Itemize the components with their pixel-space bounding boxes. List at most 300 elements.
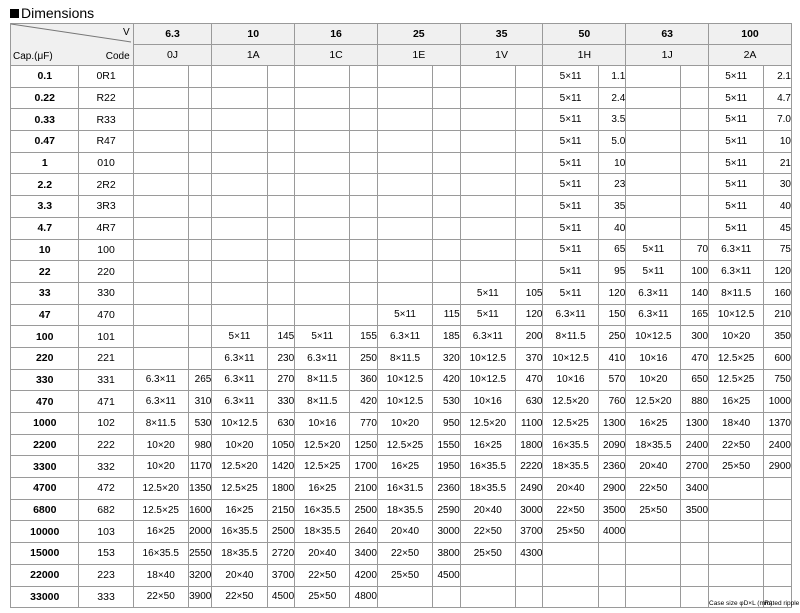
- ripple-cell: [350, 66, 378, 88]
- ripple-cell: [267, 304, 295, 326]
- ripple-cell: 75: [764, 239, 792, 261]
- case-size-cell: [460, 564, 515, 586]
- ripple-cell: [350, 261, 378, 283]
- ripple-cell: 1300: [598, 413, 626, 435]
- case-size-cell: 6.3×11: [626, 282, 681, 304]
- capacitance-cell: 15000: [11, 543, 79, 565]
- case-size-cell: [133, 282, 188, 304]
- ripple-cell: [681, 564, 709, 586]
- ripple-cell: 470: [515, 369, 543, 391]
- ripple-cell: 1800: [515, 434, 543, 456]
- case-size-cell: 5×11: [543, 109, 598, 131]
- ripple-cell: [681, 217, 709, 239]
- cap-code-cell: 682: [79, 499, 133, 521]
- ripple-cell: [515, 66, 543, 88]
- ripple-cell: 330: [267, 391, 295, 413]
- case-size-cell: 5×11: [709, 87, 764, 109]
- ripple-cell: 95: [598, 261, 626, 283]
- case-size-cell: 10×12.5: [709, 304, 764, 326]
- voltage-code: 1J: [626, 45, 709, 66]
- case-size-cell: [460, 131, 515, 153]
- case-size-cell: [295, 152, 350, 174]
- voltage-header: 10: [212, 24, 295, 45]
- ripple-cell: [267, 217, 295, 239]
- ripple-cell: 1000: [764, 391, 792, 413]
- case-size-cell: 25×50: [626, 499, 681, 521]
- voltage-header-row: [11, 24, 792, 45]
- ripple-cell: 1800: [267, 478, 295, 500]
- case-size-cell: [460, 196, 515, 218]
- ripple-cell: 120: [598, 282, 626, 304]
- ripple-cell: 70: [681, 239, 709, 261]
- ripple-cell: 980: [188, 434, 212, 456]
- ripple-cell: [433, 66, 461, 88]
- ripple-cell: 5.0: [598, 131, 626, 153]
- case-size-cell: 6.3×11: [460, 326, 515, 348]
- case-size-cell: 10×20: [133, 434, 188, 456]
- case-size-cell: 5×11: [212, 326, 267, 348]
- ripple-cell: 100: [681, 261, 709, 283]
- case-size-cell: 12.5×20: [133, 478, 188, 500]
- case-size-cell: [626, 543, 681, 565]
- case-size-cell: 5×11: [709, 217, 764, 239]
- case-size-cell: [377, 109, 432, 131]
- ripple-cell: 35: [598, 196, 626, 218]
- table-row: [11, 131, 792, 153]
- case-size-cell: 6.3×11: [709, 239, 764, 261]
- case-size-cell: 5×11: [295, 326, 350, 348]
- case-size-cell: 5×11: [543, 196, 598, 218]
- ripple-cell: [515, 217, 543, 239]
- ripple-cell: [350, 152, 378, 174]
- ripple-cell: 3900: [188, 586, 212, 608]
- ripple-cell: [681, 543, 709, 565]
- ripple-cell: 1550: [433, 434, 461, 456]
- ripple-cell: [681, 586, 709, 608]
- ripple-cell: [350, 174, 378, 196]
- ripple-cell: 3500: [681, 499, 709, 521]
- table-row: [11, 413, 792, 435]
- case-size-cell: 8×11.5: [133, 413, 188, 435]
- case-size-cell: 5×11: [626, 239, 681, 261]
- ripple-cell: 4500: [433, 564, 461, 586]
- ripple-cell: 40: [598, 217, 626, 239]
- case-size-cell: 10×16: [626, 347, 681, 369]
- table-row: [11, 326, 792, 348]
- case-size-cell: [709, 564, 764, 586]
- ripple-cell: 2490: [515, 478, 543, 500]
- cap-code-cell: 332: [79, 456, 133, 478]
- case-size-cell: 10×12.5: [377, 391, 432, 413]
- capacitance-cell: 0.33: [11, 109, 79, 131]
- ripple-cell: [433, 109, 461, 131]
- ripple-cell: [433, 261, 461, 283]
- capacitance-cell: 3.3: [11, 196, 79, 218]
- ripple-cell: [433, 196, 461, 218]
- case-size-cell: 5×11: [543, 174, 598, 196]
- case-size-cell: [133, 66, 188, 88]
- ripple-cell: [515, 109, 543, 131]
- ripple-cell: 23: [598, 174, 626, 196]
- ripple-cell: 1350: [188, 478, 212, 500]
- table-row: [11, 217, 792, 239]
- capacitance-cell: 33: [11, 282, 79, 304]
- ripple-cell: [267, 239, 295, 261]
- case-size-cell: [460, 66, 515, 88]
- cap-code-cell: 223: [79, 564, 133, 586]
- case-size-cell: [626, 109, 681, 131]
- ripple-cell: 3700: [267, 564, 295, 586]
- case-size-cell: 16×25: [460, 434, 515, 456]
- ripple-cell: [267, 131, 295, 153]
- case-size-cell: [709, 499, 764, 521]
- ripple-cell: 21: [764, 152, 792, 174]
- ripple-cell: 2720: [267, 543, 295, 565]
- table-row: [11, 282, 792, 304]
- case-size-cell: [460, 152, 515, 174]
- ripple-cell: [433, 152, 461, 174]
- ripple-cell: 420: [433, 369, 461, 391]
- ripple-cell: 120: [764, 261, 792, 283]
- case-size-cell: 12.5×20: [543, 391, 598, 413]
- case-size-cell: [133, 217, 188, 239]
- table-row: [11, 347, 792, 369]
- ripple-cell: 320: [433, 347, 461, 369]
- ripple-cell: 3800: [433, 543, 461, 565]
- cap-code-cell: 0R1: [79, 66, 133, 88]
- ripple-cell: 760: [598, 391, 626, 413]
- case-size-cell: 16×35.5: [212, 521, 267, 543]
- voltage-header: 16: [295, 24, 378, 45]
- case-size-cell: [133, 304, 188, 326]
- ripple-cell: [433, 87, 461, 109]
- case-size-cell: 18×40: [133, 564, 188, 586]
- ripple-cell: [350, 131, 378, 153]
- voltage-code: 1V: [460, 45, 543, 66]
- case-size-cell: 12.5×25: [709, 369, 764, 391]
- voltage-code: 2A: [709, 45, 792, 66]
- table-row: [11, 478, 792, 500]
- case-size-cell: 16×35.5: [295, 499, 350, 521]
- case-size-cell: 22×50: [377, 543, 432, 565]
- ripple-cell: 2700: [681, 456, 709, 478]
- ripple-cell: 4500: [267, 586, 295, 608]
- ripple-cell: 880: [681, 391, 709, 413]
- capacitance-cell: 22000: [11, 564, 79, 586]
- ripple-cell: 1950: [433, 456, 461, 478]
- ripple-cell: 45: [764, 217, 792, 239]
- case-size-cell: [133, 261, 188, 283]
- ripple-cell: [515, 239, 543, 261]
- case-size-cell: 16×35.5: [133, 543, 188, 565]
- case-size-cell: 22×50: [709, 434, 764, 456]
- ripple-cell: [188, 87, 212, 109]
- ripple-cell: 2.4: [598, 87, 626, 109]
- case-size-cell: 10×16: [460, 391, 515, 413]
- case-size-cell: 5×11: [543, 66, 598, 88]
- case-size-cell: 6.3×11: [377, 326, 432, 348]
- capacitance-cell: 0.22: [11, 87, 79, 109]
- ripple-cell: 2360: [598, 456, 626, 478]
- capacitance-axis-label: Cap.(μF): [13, 51, 53, 62]
- capacitance-cell: 10000: [11, 521, 79, 543]
- ripple-cell: 420: [350, 391, 378, 413]
- ripple-cell: [267, 152, 295, 174]
- case-size-cell: 12.5×20: [295, 434, 350, 456]
- case-size-cell: 16×25: [377, 456, 432, 478]
- case-size-cell: 5×11: [626, 261, 681, 283]
- case-size-cell: 5×11: [709, 109, 764, 131]
- case-size-cell: 18×35.5: [377, 499, 432, 521]
- cap-code-cell: 3R3: [79, 196, 133, 218]
- case-size-cell: 5×11: [543, 261, 598, 283]
- cap-code-cell: 330: [79, 282, 133, 304]
- ripple-cell: 1050: [267, 434, 295, 456]
- case-size-cell: 25×50: [460, 543, 515, 565]
- ripple-cell: [681, 109, 709, 131]
- capacitance-cell: 3300: [11, 456, 79, 478]
- ripple-cell: 3.5: [598, 109, 626, 131]
- ripple-cell: [350, 87, 378, 109]
- ripple-cell: 630: [515, 391, 543, 413]
- case-size-cell: 5×11: [543, 217, 598, 239]
- case-size-cell: 6.3×11: [212, 347, 267, 369]
- case-size-cell: 5×11: [709, 174, 764, 196]
- ripple-cell: [598, 543, 626, 565]
- case-size-cell: 22×50: [133, 586, 188, 608]
- ripple-cell: 270: [267, 369, 295, 391]
- ripple-cell: 160: [764, 282, 792, 304]
- case-size-cell: 12.5×25: [543, 413, 598, 435]
- case-size-cell: 5×11: [543, 87, 598, 109]
- ripple-cell: 185: [433, 326, 461, 348]
- case-size-cell: 12.5×25: [377, 434, 432, 456]
- case-size-cell: 5×11: [543, 131, 598, 153]
- cap-code-cell: 470: [79, 304, 133, 326]
- capacitance-cell: 33000: [11, 586, 79, 608]
- cap-code-cell: 333: [79, 586, 133, 608]
- case-size-cell: 25×50: [377, 564, 432, 586]
- case-size-cell: 5×11: [709, 131, 764, 153]
- case-size-cell: [133, 152, 188, 174]
- ripple-cell: [188, 174, 212, 196]
- capacitance-cell: 22: [11, 261, 79, 283]
- table-row: [11, 391, 792, 413]
- case-size-cell: [295, 87, 350, 109]
- table-row: [11, 521, 792, 543]
- case-size-cell: 18×40: [709, 413, 764, 435]
- case-size-cell: [212, 282, 267, 304]
- case-size-cell: [212, 261, 267, 283]
- ripple-cell: 410: [598, 347, 626, 369]
- case-size-cell: [133, 326, 188, 348]
- case-size-cell: 10×16: [295, 413, 350, 435]
- capacitance-cell: 6800: [11, 499, 79, 521]
- ripple-cell: 2400: [764, 434, 792, 456]
- ripple-cell: [267, 282, 295, 304]
- ripple-cell: 2220: [515, 456, 543, 478]
- ripple-cell: 140: [681, 282, 709, 304]
- ripple-cell: 3700: [515, 521, 543, 543]
- rated-ripple-note: Rated ripple: [764, 586, 792, 608]
- case-size-cell: 16×35.5: [460, 456, 515, 478]
- case-size-cell: [133, 239, 188, 261]
- cap-code-cell: 220: [79, 261, 133, 283]
- case-size-cell: 8×11.5: [377, 347, 432, 369]
- case-size-cell: [212, 87, 267, 109]
- cap-code-cell: R47: [79, 131, 133, 153]
- ripple-cell: 770: [350, 413, 378, 435]
- ripple-cell: [764, 543, 792, 565]
- ripple-cell: [267, 174, 295, 196]
- ripple-cell: 3400: [350, 543, 378, 565]
- case-size-cell: [133, 174, 188, 196]
- ripple-cell: 350: [764, 326, 792, 348]
- capacitance-cell: 1: [11, 152, 79, 174]
- ripple-cell: [515, 87, 543, 109]
- section-title-text: Dimensions: [21, 5, 95, 21]
- capacitance-cell: 100: [11, 326, 79, 348]
- ripple-cell: 3500: [598, 499, 626, 521]
- case-size-cell: 18×35.5: [295, 521, 350, 543]
- ripple-cell: [350, 239, 378, 261]
- case-size-cell: 10×12.5: [377, 369, 432, 391]
- cap-code-cell: 471: [79, 391, 133, 413]
- voltage-header: 100: [709, 24, 792, 45]
- case-size-cell: [212, 152, 267, 174]
- case-size-cell: 8×11.5: [709, 282, 764, 304]
- case-size-cell: 18×35.5: [626, 434, 681, 456]
- table-row: [11, 564, 792, 586]
- case-size-cell: [212, 304, 267, 326]
- case-size-cell: 6.3×11: [133, 391, 188, 413]
- case-size-cell: 10×20: [377, 413, 432, 435]
- case-size-cell: 6.3×11: [133, 369, 188, 391]
- case-size-cell: 6.3×11: [626, 304, 681, 326]
- ripple-cell: [515, 152, 543, 174]
- ripple-cell: 1100: [515, 413, 543, 435]
- ripple-cell: 600: [764, 347, 792, 369]
- table-row: [11, 369, 792, 391]
- ripple-cell: 650: [681, 369, 709, 391]
- ripple-cell: 145: [267, 326, 295, 348]
- table-row: [11, 304, 792, 326]
- case-size-cell: [626, 174, 681, 196]
- ripple-cell: [433, 217, 461, 239]
- ripple-cell: [350, 282, 378, 304]
- table-row: [11, 174, 792, 196]
- ripple-cell: 570: [598, 369, 626, 391]
- case-size-cell: [626, 521, 681, 543]
- cap-code-cell: 101: [79, 326, 133, 348]
- case-size-cell: [626, 196, 681, 218]
- case-size-cell: [377, 66, 432, 88]
- case-size-cell: [295, 282, 350, 304]
- case-size-cell: [460, 586, 515, 608]
- capacitance-cell: 4.7: [11, 217, 79, 239]
- case-size-cell: 10×16: [543, 369, 598, 391]
- case-size-cell: [626, 87, 681, 109]
- case-size-cell: 12.5×25: [709, 347, 764, 369]
- case-size-cell: 10×20: [709, 326, 764, 348]
- ripple-cell: [350, 196, 378, 218]
- case-size-cell: [295, 131, 350, 153]
- case-size-cell: [212, 196, 267, 218]
- case-size-cell: 16×25: [133, 521, 188, 543]
- ripple-cell: [681, 66, 709, 88]
- case-size-cell: [295, 66, 350, 88]
- ripple-cell: [764, 521, 792, 543]
- voltage-header: 6.3: [133, 24, 212, 45]
- ripple-cell: 2590: [433, 499, 461, 521]
- ripple-cell: 30: [764, 174, 792, 196]
- ripple-cell: 4200: [350, 564, 378, 586]
- ripple-cell: 3400: [681, 478, 709, 500]
- ripple-cell: 1170: [188, 456, 212, 478]
- ripple-cell: 2100: [350, 478, 378, 500]
- ripple-cell: [188, 347, 212, 369]
- ripple-cell: 2900: [598, 478, 626, 500]
- cap-code-cell: R22: [79, 87, 133, 109]
- ripple-cell: 300: [681, 326, 709, 348]
- cap-code-cell: 4R7: [79, 217, 133, 239]
- case-size-cell: [212, 66, 267, 88]
- case-size-cell: 12.5×25: [133, 499, 188, 521]
- case-size-cell: 6.3×11: [709, 261, 764, 283]
- case-size-cell: 22×50: [626, 478, 681, 500]
- table-row: [11, 499, 792, 521]
- case-size-cell: 5×11: [377, 304, 432, 326]
- case-size-cell: [133, 196, 188, 218]
- ripple-cell: [188, 196, 212, 218]
- case-size-cell: [212, 239, 267, 261]
- case-size-cell: [460, 217, 515, 239]
- case-size-cell: 22×50: [295, 564, 350, 586]
- ripple-cell: 1300: [681, 413, 709, 435]
- ripple-cell: 250: [350, 347, 378, 369]
- ripple-cell: 3000: [433, 521, 461, 543]
- ripple-cell: [188, 152, 212, 174]
- case-size-cell: [212, 109, 267, 131]
- cap-code-cell: 153: [79, 543, 133, 565]
- ripple-cell: 2550: [188, 543, 212, 565]
- ripple-cell: [515, 261, 543, 283]
- ripple-cell: [188, 326, 212, 348]
- case-size-cell: 5×11: [709, 66, 764, 88]
- ripple-cell: 4800: [350, 586, 378, 608]
- table-row: [11, 196, 792, 218]
- ripple-cell: [188, 282, 212, 304]
- case-size-cell: [295, 196, 350, 218]
- ripple-cell: [515, 174, 543, 196]
- case-size-cell: 16×25: [295, 478, 350, 500]
- case-size-cell: [295, 261, 350, 283]
- ripple-cell: [515, 586, 543, 608]
- case-size-cell: 25×50: [295, 586, 350, 608]
- case-size-cell: 6.3×11: [543, 304, 598, 326]
- ripple-cell: [681, 174, 709, 196]
- ripple-cell: 630: [267, 413, 295, 435]
- case-size-cell: [460, 109, 515, 131]
- ripple-cell: [433, 586, 461, 608]
- ripple-cell: 2640: [350, 521, 378, 543]
- case-size-cell: 10×20: [626, 369, 681, 391]
- ripple-cell: 7.0: [764, 109, 792, 131]
- case-size-cell: [626, 131, 681, 153]
- case-size-cell: [295, 304, 350, 326]
- case-size-cell: 8×11.5: [295, 369, 350, 391]
- ripple-cell: 105: [515, 282, 543, 304]
